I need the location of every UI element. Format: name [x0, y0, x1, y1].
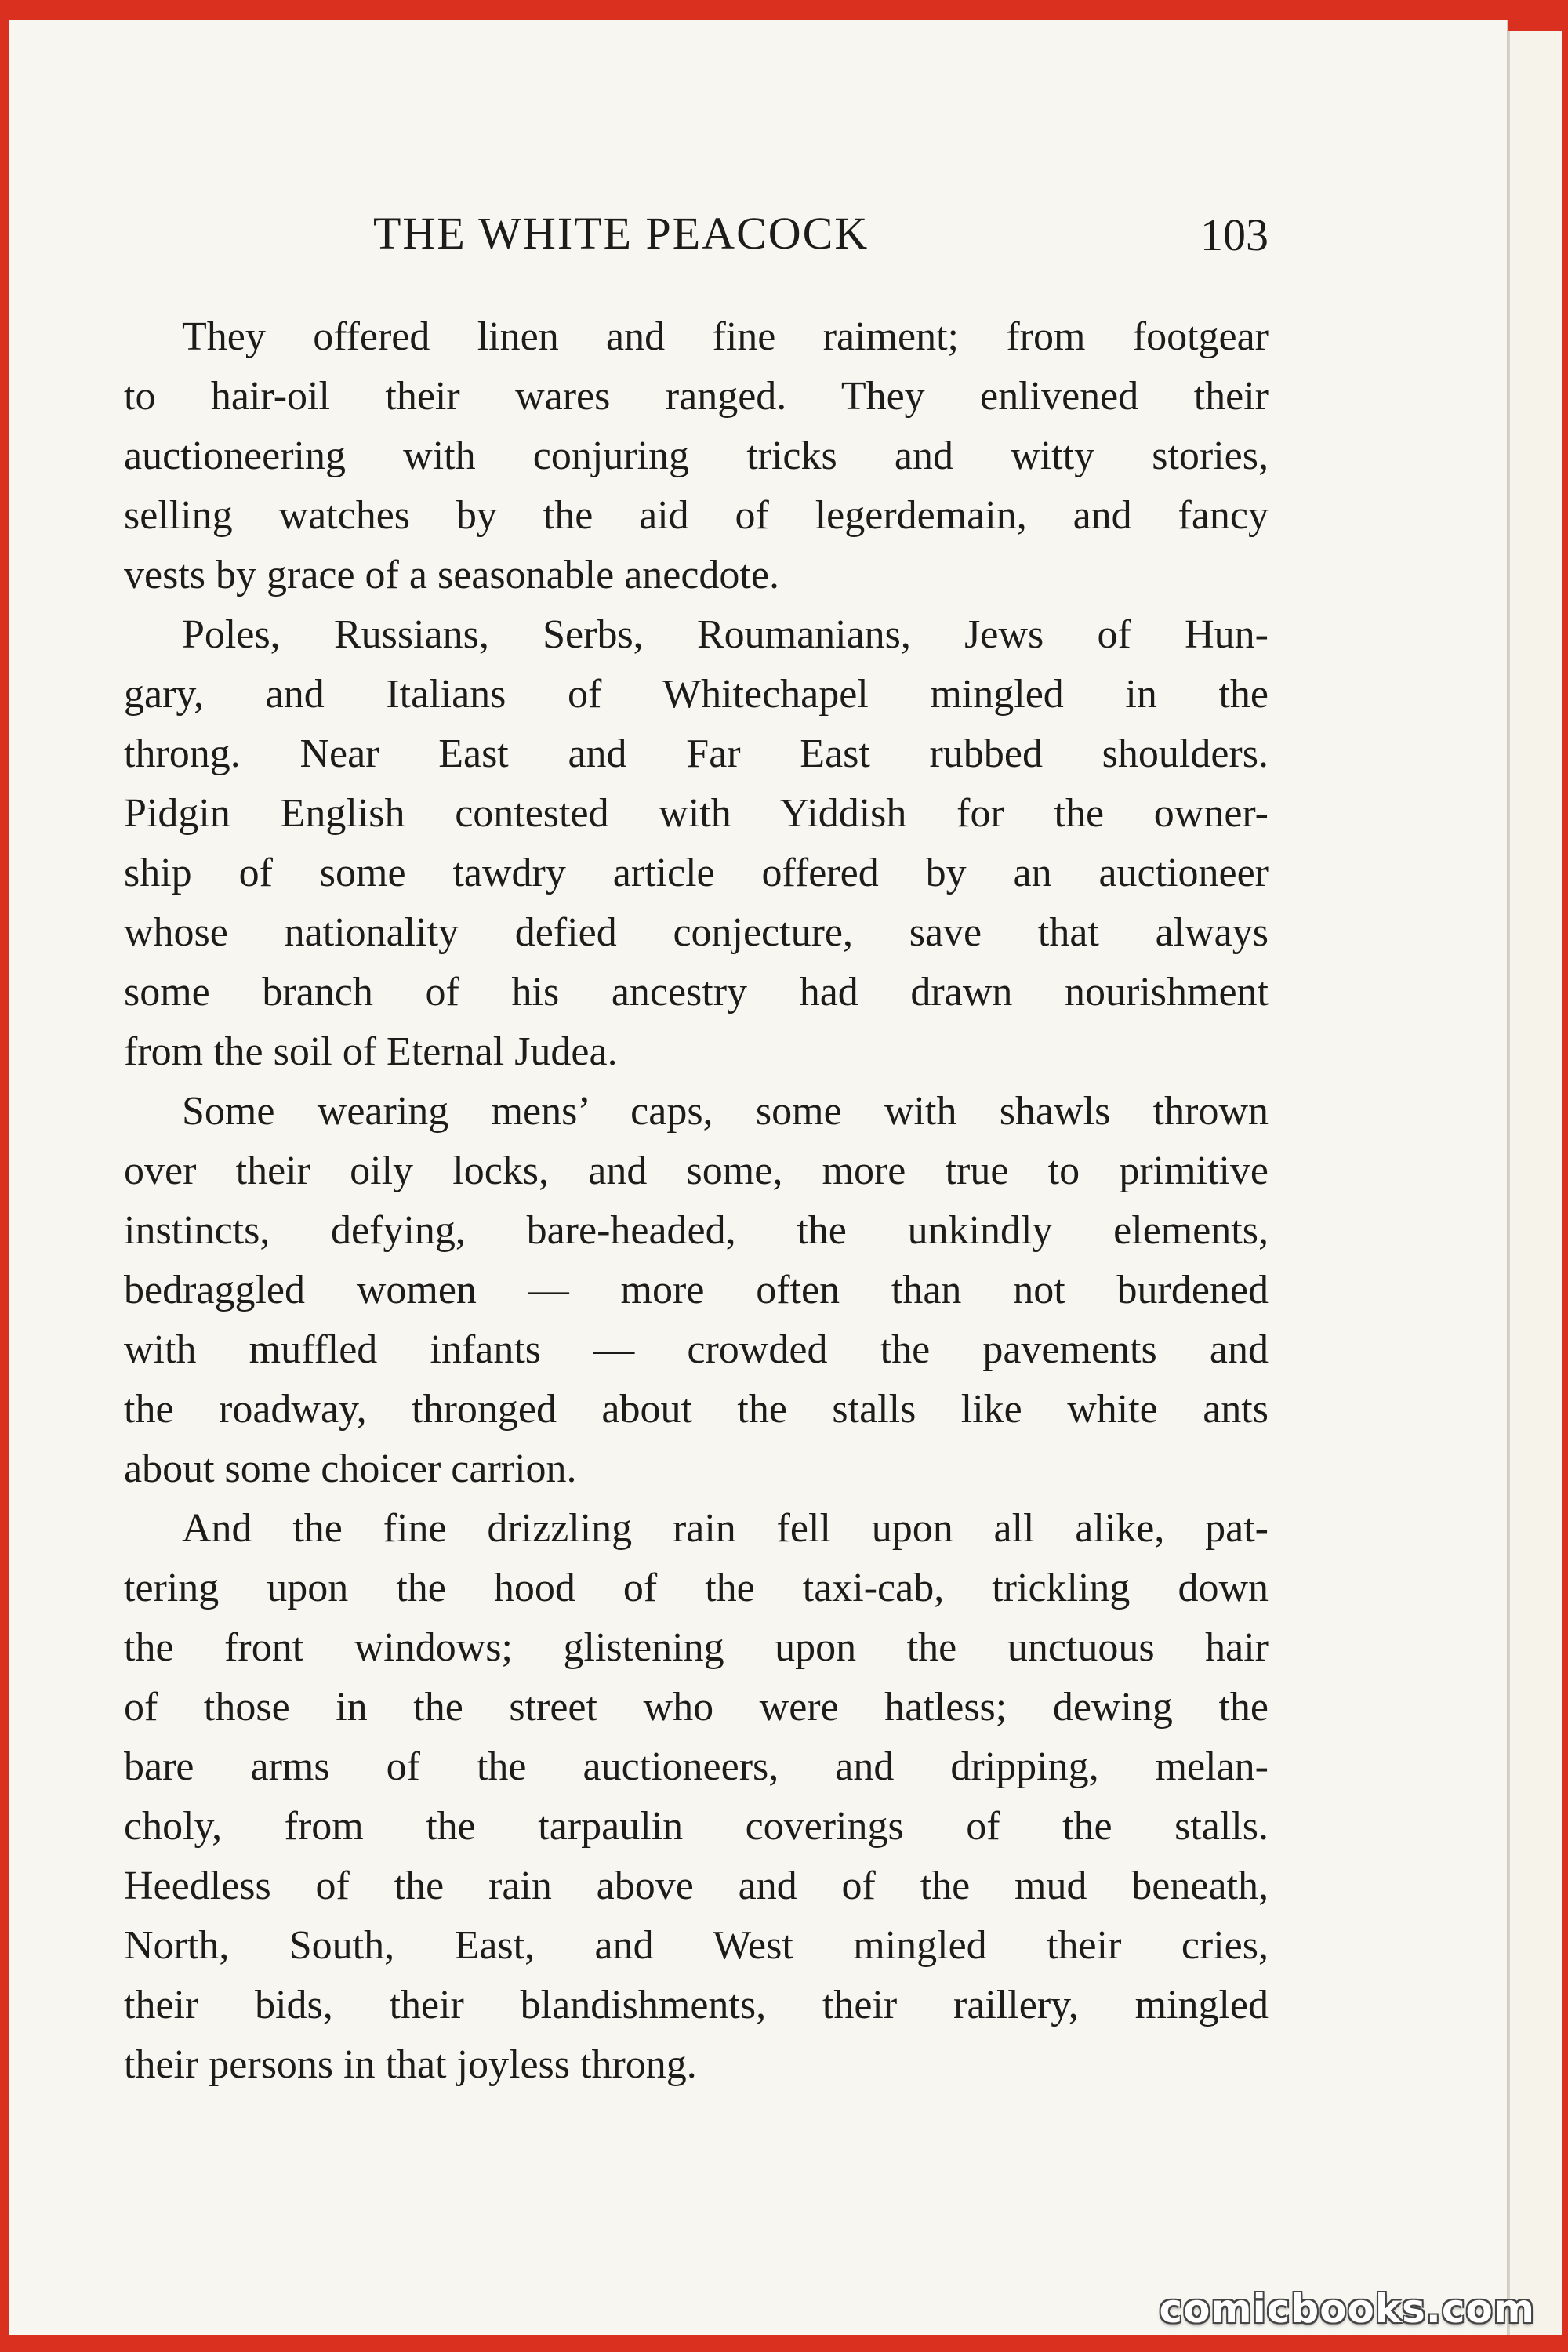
paragraph-4: [124, 1499, 1269, 2095]
text-line: choly, from the tarpaulin coverings of the stalls.: [124, 1804, 1269, 1849]
text-line: bedraggled women — more often than not burdened: [124, 1268, 1269, 1312]
text-line: some branch of his ancestry had drawn nourishment: [124, 970, 1269, 1014]
text-line: They offered linen and fine raiment; from footgear: [182, 314, 1269, 359]
text-line: of those in the street who were hatless; dewing the: [124, 1685, 1269, 1730]
text-line: ship of some tawdry article offered by an auctioneer: [124, 851, 1269, 895]
page-number: 103: [1200, 209, 1269, 260]
text-line: the front windows; glistening upon the unctuous hair: [124, 1625, 1269, 1670]
text-line: Pidgin English contested with Yiddish for the owner-: [124, 791, 1269, 836]
text-line: And the fine drizzling rain fell upon all alike, pat-: [182, 1506, 1269, 1551]
text-line: about some choicer carrion.: [124, 1446, 577, 1491]
text-line: selling watches by the aid of legerdemain, and fancy: [124, 493, 1269, 538]
watermark: comicbooks.com: [1159, 2286, 1535, 2332]
text-line: Heedless of the rain above and of the mud beneath,: [124, 1864, 1269, 1908]
text-line: Poles, Russians, Serbs, Roumanians, Jews of Hun-: [182, 612, 1269, 657]
paragraph-1: [124, 307, 1269, 605]
text-line: North, South, East, and West mingled their cries,: [124, 1923, 1269, 1968]
paragraph-2: [124, 605, 1269, 1082]
text-line: gary, and Italians of Whitechapel mingled in the: [124, 672, 1269, 717]
text-line: to hair-oil their wares ranged. They enlivened their: [124, 374, 1269, 419]
text-line: instincts, defying, bare-headed, the unkindly elements,: [124, 1208, 1269, 1253]
text-line: with muffled infants — crowded the pavements and: [124, 1327, 1269, 1372]
text-line: their persons in that joyless throng.: [124, 2042, 697, 2087]
body-text: [124, 307, 1269, 2095]
running-title: THE WHITE PEACOCK: [373, 208, 869, 259]
text-line: tering upon the hood of the taxi-cab, trickling down: [124, 1566, 1269, 1610]
text-line: over their oily locks, and some, more true to primitive: [124, 1149, 1269, 1193]
text-line: whose nationality defied conjecture, save that always: [124, 910, 1269, 955]
running-head: [124, 207, 1269, 270]
text-line: from the soil of Eternal Judea.: [124, 1029, 618, 1074]
text-line: Some wearing mens’ caps, some with shawls thrown: [182, 1089, 1269, 1134]
text-line: their bids, their blandishments, their raillery, mingled: [124, 1983, 1269, 2027]
book-page: [9, 20, 1507, 2335]
text-line: auctioneering with conjuring tricks and witty stories,: [124, 434, 1269, 478]
page-edge: [1508, 31, 1562, 2335]
text-line: the roadway, thronged about the stalls like white ants: [124, 1387, 1269, 1432]
paragraph-3: [124, 1082, 1269, 1499]
text-line: throng. Near East and Far East rubbed shoulders.: [124, 731, 1269, 776]
text-line: bare arms of the auctioneers, and dripping, melan-: [124, 1744, 1269, 1789]
text-line: vests by grace of a seasonable anecdote.: [124, 553, 779, 597]
